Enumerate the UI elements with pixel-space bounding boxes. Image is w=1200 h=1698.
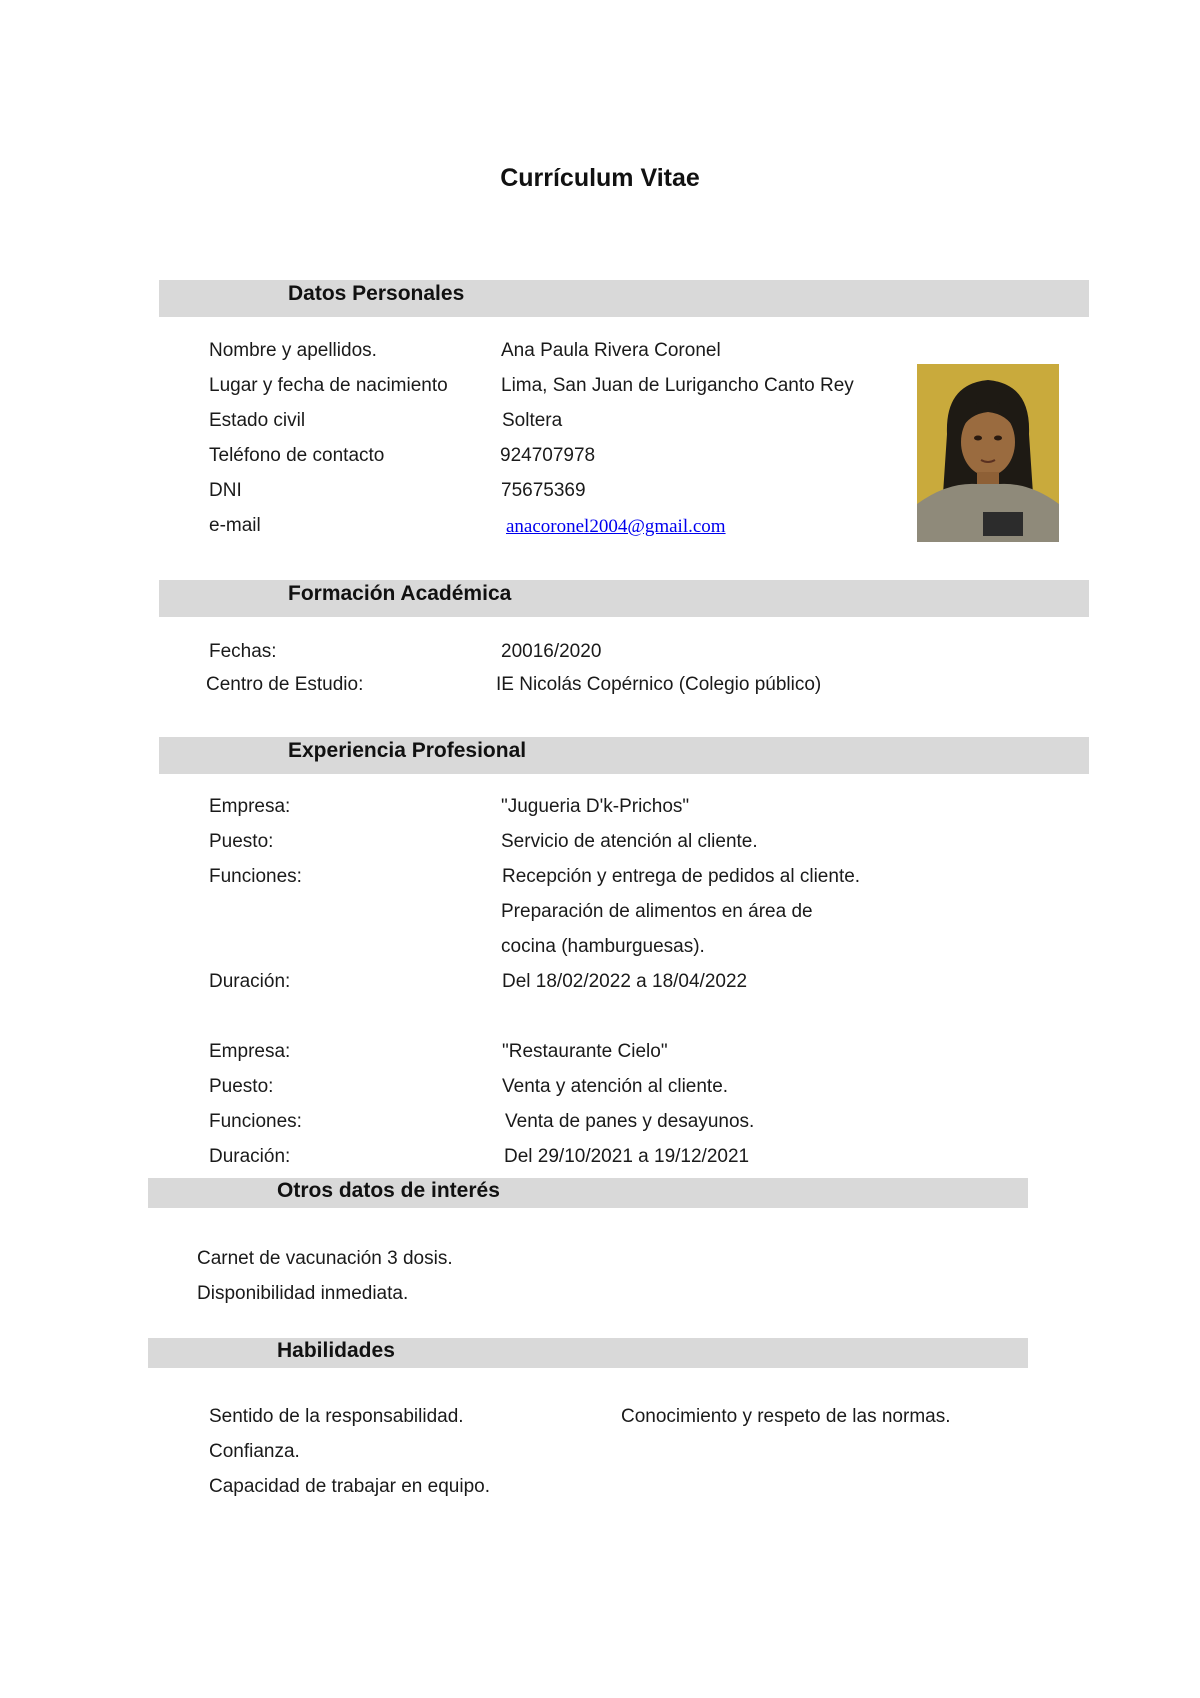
job2-company-label: Empresa: <box>209 1041 291 1062</box>
skill-item: Sentido de la responsabilidad. <box>209 1406 464 1427</box>
job2-position: Venta y atención al cliente. <box>502 1076 729 1097</box>
job1-position-label: Puesto: <box>209 831 274 852</box>
other-item: Carnet de vacunación 3 dosis. <box>197 1248 453 1269</box>
email-link[interactable]: anacoronel2004@gmail.com <box>506 516 726 537</box>
education-label-school: Centro de Estudio: <box>206 674 364 695</box>
job2-company: "Restaurante Cielo" <box>502 1041 668 1062</box>
education-value-dates: 20016/2020 <box>501 641 602 662</box>
personal-value-phone: 924707978 <box>500 445 596 466</box>
section-heading-personal: Datos Personales <box>288 282 465 305</box>
personal-value-birth: Lima, San Juan de Lurigancho Canto Rey <box>501 375 854 396</box>
personal-label-dni: DNI <box>209 480 242 501</box>
job1-function-2: Preparación de alimentos en área de <box>501 901 813 922</box>
personal-label-email: e-mail <box>209 515 261 536</box>
job2-duration: Del 29/10/2021 a 19/12/2021 <box>504 1146 750 1167</box>
job2-function-1: Venta de panes y desayunos. <box>505 1111 755 1132</box>
job2-functions-label: Funciones: <box>209 1111 302 1132</box>
section-heading-other: Otros datos de interés <box>277 1179 500 1202</box>
job1-position: Servicio de atención al cliente. <box>501 831 758 852</box>
job1-company: "Jugueria D'k-Prichos" <box>501 796 690 817</box>
job1-function-1: Recepción y entrega de pedidos al cliente. <box>502 866 861 887</box>
person-photo-icon <box>917 364 1059 542</box>
skill-item: Capacidad de trabajar en equipo. <box>209 1476 490 1497</box>
personal-label-name: Nombre y apellidos. <box>209 340 377 361</box>
job1-duration-label: Duración: <box>209 971 291 992</box>
document-title: Currículum Vitae <box>500 164 700 192</box>
other-item: Disponibilidad inmediata. <box>197 1283 409 1304</box>
job1-functions-label: Funciones: <box>209 866 302 887</box>
section-heading-education: Formación Académica <box>288 582 512 605</box>
section-heading-experience: Experiencia Profesional <box>288 739 527 762</box>
personal-label-phone: Teléfono de contacto <box>209 445 385 466</box>
personal-label-civil: Estado civil <box>209 410 306 431</box>
skill-item: Conocimiento y respeto de las normas. <box>621 1406 951 1427</box>
education-label-dates: Fechas: <box>209 641 277 662</box>
personal-value-civil: Soltera <box>502 410 563 431</box>
section-heading-skills: Habilidades <box>277 1339 395 1362</box>
personal-value-dni: 75675369 <box>501 480 586 501</box>
job1-duration: Del 18/02/2022 a 18/04/2022 <box>502 971 748 992</box>
personal-label-birth: Lugar y fecha de nacimiento <box>209 375 448 396</box>
job2-position-label: Puesto: <box>209 1076 274 1097</box>
job1-company-label: Empresa: <box>209 796 291 817</box>
job2-duration-label: Duración: <box>209 1146 291 1167</box>
education-value-school: IE Nicolás Copérnico (Colegio público) <box>496 674 822 695</box>
skill-item: Confianza. <box>209 1441 300 1462</box>
job1-function-3: cocina (hamburguesas). <box>501 936 705 957</box>
personal-value-name: Ana Paula Rivera Coronel <box>501 340 721 361</box>
